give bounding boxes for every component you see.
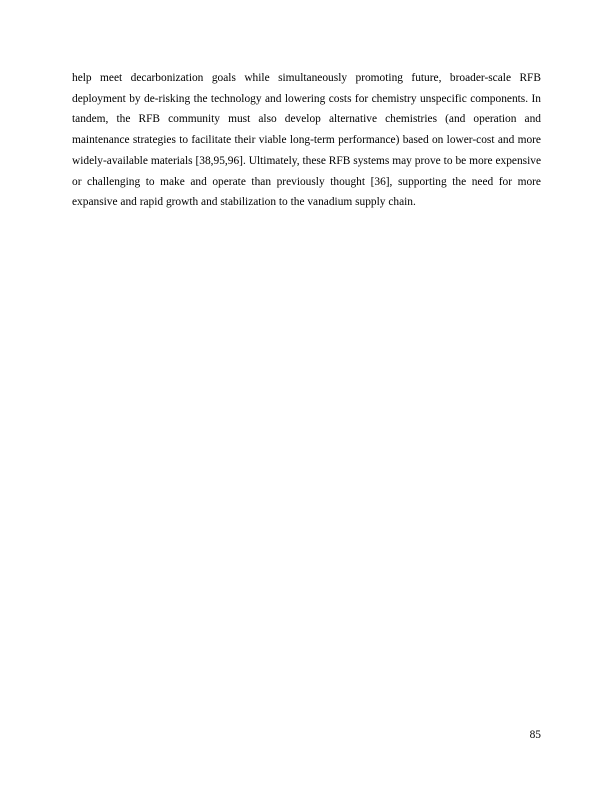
page-number: 85	[529, 729, 541, 741]
body-paragraph: help meet decarbonization goals while simultaneously promoting future, broader-scale RFB deployment by de-risking the technology and lowering costs for chemistry unspecific components. In tandem, the RFB community must also develop alternative chemistries (and operation and maintenance strategies to facilitate their viable long-term performance) based on lower-cost and more widely-available materials [38,95,96]. Ultimately, these RFB systems may prove to be more expensive or challenging to make and operate than previously thought [36], supporting the need for more expansive and rapid growth and stabilization to the vanadium supply chain.	[72, 72, 541, 209]
